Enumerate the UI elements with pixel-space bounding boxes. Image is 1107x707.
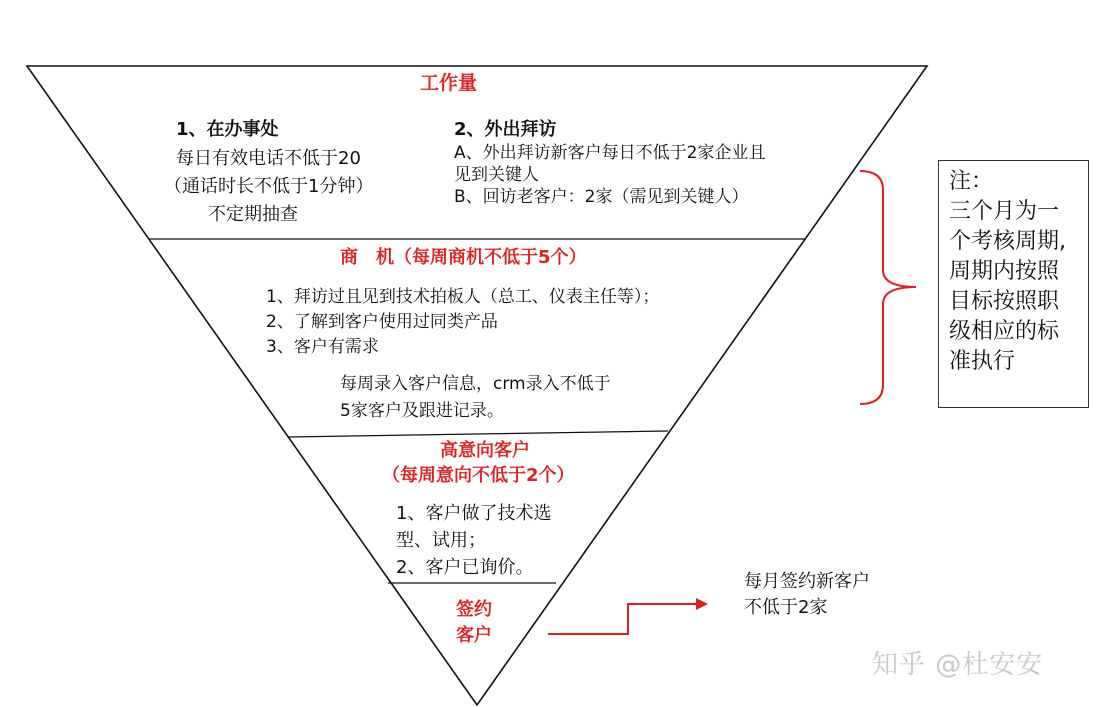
signed-line-2: 客户 xyxy=(456,625,492,646)
opportunity-title: 商 机（每周商机不低于5个） xyxy=(340,247,587,268)
note-line-7: 准执行 xyxy=(949,349,1016,374)
divider-opportunity xyxy=(288,431,668,437)
office-line-2: （通话时长不低于1分钟） xyxy=(164,176,374,197)
visit-line-1: A、外出拜访新客户每日不低于2家企业且 xyxy=(454,143,766,163)
note-box xyxy=(938,160,1089,408)
note-line-6: 级相应的标 xyxy=(949,319,1060,344)
visit-line-2: 见到关键人 xyxy=(454,165,539,185)
office-line-3: 不定期抽查 xyxy=(208,204,298,225)
opportunity-item-1: 1、拜访过且见到技术拍板人（总工、仪表主任等）； xyxy=(266,287,660,307)
high-intent-subtitle: （每周意向不低于2个） xyxy=(382,465,575,486)
note-line-1: 注： xyxy=(949,169,994,194)
opportunity-item-2: 2、了解到客户使用过同类产品 xyxy=(266,312,498,332)
arrow-head xyxy=(696,598,708,610)
high-intent-item-1b: 型、试用； xyxy=(396,530,486,551)
visit-line-3: B、回访老客户：2家（需见到关键人） xyxy=(454,187,749,207)
monthly-target-line-2: 不低于2家 xyxy=(744,597,828,618)
note-line-4: 周期内按照 xyxy=(949,259,1060,284)
visit-heading: 2、外出拜访 xyxy=(454,119,557,140)
high-intent-title: 高意向客户 xyxy=(440,440,530,461)
note-line-2: 三个月为一 xyxy=(949,199,1060,224)
monthly-arrow xyxy=(548,604,700,634)
office-line-1: 每日有效电话不低于20 xyxy=(176,148,361,169)
note-line-3: 个考核周期, xyxy=(949,229,1066,254)
office-heading: 1、在办事处 xyxy=(176,119,279,140)
note-line-5: 目标按照职 xyxy=(949,289,1060,314)
curly-brace xyxy=(860,171,916,404)
watermark: 知乎 @杜安安 xyxy=(872,650,1044,680)
signed-line-1: 签约 xyxy=(456,599,492,620)
opportunity-item-3: 3、客户有需求 xyxy=(266,337,379,357)
monthly-target-line-1: 每月签约新客户 xyxy=(744,571,870,592)
crm-line-2: 5家客户及跟进记录。 xyxy=(340,401,504,421)
high-intent-item-1a: 1、客户做了技术选 xyxy=(396,503,552,524)
high-intent-item-2: 2、客户已询价。 xyxy=(396,557,534,578)
workload-title: 工作量 xyxy=(420,72,478,94)
crm-line-1: 每周录入客户信息，crm录入不低于 xyxy=(340,374,611,394)
